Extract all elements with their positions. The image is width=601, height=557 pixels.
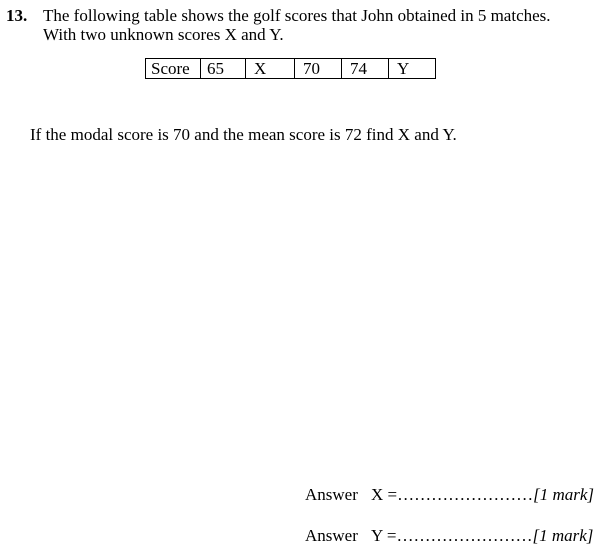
score-cell: 74	[342, 59, 389, 79]
answer-variable: X =	[371, 485, 398, 504]
score-cell: Y	[389, 59, 436, 79]
answer-line-x	[305, 485, 594, 505]
question-text-line-2: With two unknown scores X and Y.	[43, 25, 284, 44]
question-prompt: If the modal score is 70 and the mean score is 72 find X and Y.	[30, 125, 457, 144]
question-number: 13.	[6, 6, 28, 25]
score-cell: X	[246, 59, 295, 79]
score-table-row	[146, 59, 436, 79]
answer-blank[interactable]: ……………………	[396, 526, 533, 545]
score-cell: 65	[201, 59, 246, 79]
score-cell: 70	[295, 59, 342, 79]
answer-label: Answer	[305, 526, 358, 545]
score-label-cell: Score	[146, 59, 201, 79]
answer-blank[interactable]: ……………………	[397, 485, 534, 504]
marks-label: [1 mark]	[533, 485, 595, 504]
answer-label: Answer	[305, 485, 358, 504]
answer-variable: Y =	[371, 526, 397, 545]
question-text-line-1: The following table shows the golf scores that John obtained in 5 matches.	[43, 6, 551, 25]
marks-label: [1 mark]	[532, 526, 594, 545]
score-table	[145, 58, 436, 79]
answer-line-y	[305, 526, 593, 546]
